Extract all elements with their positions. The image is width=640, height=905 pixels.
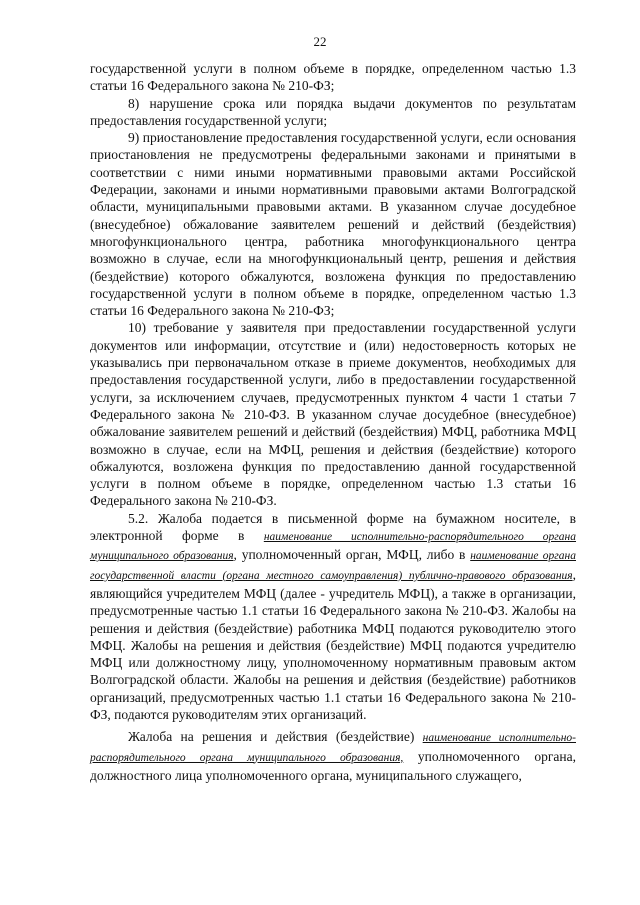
paragraph-text: государственной услуги в полном объеме в порядке, определенном частью 1.3 статьи 16 Федерального закона № 210-ФЗ; [90, 61, 576, 94]
paragraph-text: 8) нарушение срока или порядка выдачи документов по результатам предоставления государственной услуги; [90, 95, 576, 128]
list-item-8 [90, 95, 576, 130]
paragraph-text: 9) приостановление предоставления государственной услуги, если основания приостановления не предусмотрены федеральными законами и принятыми в соответствии с ними иными нормативными правовыми актами Российской Федерации, законами и иными нормативными правовыми актами Волгоградской области, муниципальными правовыми актами. В указанном случае досудебное (внесудебное) обжалование заявителем решений и действий (бездействия) многофункционального центра, работника многофункционального центра возможно в случае, если на многофункциональный центр, решения и действия (бездействие) которого обжалуются, возложена функция по предоставлению государственной услуги в полном объеме в порядке, определенном частью 1.3 статьи 16 Федерального закона № 210-ФЗ; [90, 130, 576, 319]
list-item-9 [90, 129, 576, 319]
paragraph-text: 5.2. Жалоба подается в письменной форме на бумажном носителе, в электронной форме в [90, 510, 576, 544]
document-body [90, 60, 576, 784]
paragraph-text: Жалоба на решения и действия (бездействие) [128, 729, 423, 745]
complaint-paragraph [90, 728, 576, 784]
section-5-2 [90, 510, 576, 724]
paragraph-text: 10) требование у заявителя при предоставлении государственной услуги документов или информации, отсутствие и (или) недостоверность которых не указывались при первоначальном отказе в приеме документов, необходимых для предоставления государственной услуги, либо в предоставлении государственной услуги, за исключением случаев, предусмотренных пунктом 4 части 1 статьи 7 Федерального закона № 210-ФЗ. В указанном случае досудебное (внесудебное) обжалование заявителем решений и действий (бездействия) МФЦ, работника МФЦ возможно в случае, если на МФЦ, решения и действия (бездействие) которого обжалуются, возложена функция по предоставлению данной государственной услуги в полном объеме в порядке, определенном частью 1.3 статьи 16 Федерального закона № 210-ФЗ. [90, 320, 576, 509]
paragraph-continuation [90, 60, 576, 95]
placeholder-state-body-name: наименование органа государственной власти (органа местного самоуправления) публично-правового образования [90, 550, 576, 582]
page-number: 22 [313, 34, 327, 49]
list-item-10 [90, 319, 576, 509]
paragraph-text: , уполномоченный орган, МФЦ, либо в [233, 547, 471, 563]
paragraph-text: , являющийся учредителем МФЦ (далее - учредитель МФЦ), а также в организации, предусмотренные частью 1.1 статьи 16 Федерального закона № 210-ФЗ. Жалобы на решения и действия (бездействие) работника МФЦ подаются руководителю этого МФЦ. Жалобы на решения и действия (бездействие) МФЦ подаются учредителю МФЦ или должностному лицу, уполномоченному нормативным правовым актом Волгоградской области. Жалобы на решения и действия (бездействие) работников организаций, предусмотренных частью 1.1 статьи 16 Федерального закона № 210-ФЗ, подаются руководителям этих организаций. [90, 566, 576, 722]
paragraph-text: уполномоченного органа, должностного лица уполномоченного органа, муниципального служащего, [90, 748, 577, 783]
placeholder-authority-name: наименование исполнительно-распорядительного органа муниципального образования [90, 531, 577, 563]
placeholder-authority-name: наименование исполнительно-распорядительного органа муниципального образования, [90, 732, 576, 764]
